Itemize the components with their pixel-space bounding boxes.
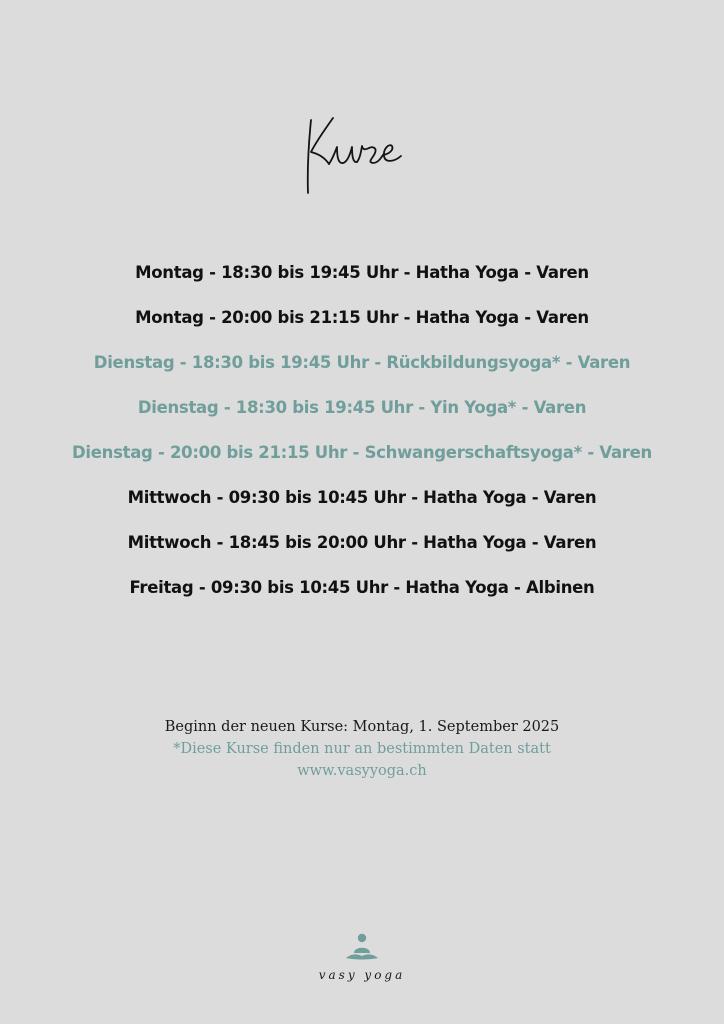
course-item: Dienstag - 18:30 bis 19:45 Uhr - Rückbildungsyoga* - Varen	[93, 353, 631, 372]
page-title	[0, 100, 724, 210]
course-item: Montag - 20:00 bis 21:15 Uhr - Hatha Yoga - Varen	[135, 308, 589, 327]
special-course-note: *Diese Kurse finden nur an bestimmten Daten statt	[173, 741, 551, 757]
course-item: Freitag - 09:30 bis 10:45 Uhr - Hatha Yoga - Albinen	[129, 578, 595, 597]
course-item: Montag - 18:30 bis 19:45 Uhr - Hatha Yoga - Varen	[135, 263, 589, 282]
logo-text: vasy yoga	[318, 968, 406, 982]
course-item: Mittwoch - 18:45 bis 20:00 Uhr - Hatha Yoga - Varen	[127, 533, 597, 552]
course-info	[0, 716, 724, 782]
kurse-script-title	[297, 100, 427, 200]
meditation-figure-icon	[342, 932, 382, 962]
course-item: Dienstag - 18:30 bis 19:45 Uhr - Yin Yoga* - Varen	[137, 398, 587, 417]
course-schedule	[0, 258, 724, 618]
course-item: Mittwoch - 09:30 bis 10:45 Uhr - Hatha Yoga - Varen	[127, 488, 597, 507]
website-link[interactable]: www.vasyyoga.ch	[297, 763, 427, 779]
vasy-yoga-logo	[312, 932, 412, 1000]
course-item: Dienstag - 20:00 bis 21:15 Uhr - Schwangerschaftsyoga* - Varen	[72, 443, 652, 462]
start-date-text: Beginn der neuen Kurse: Montag, 1. September 2025	[164, 719, 560, 735]
